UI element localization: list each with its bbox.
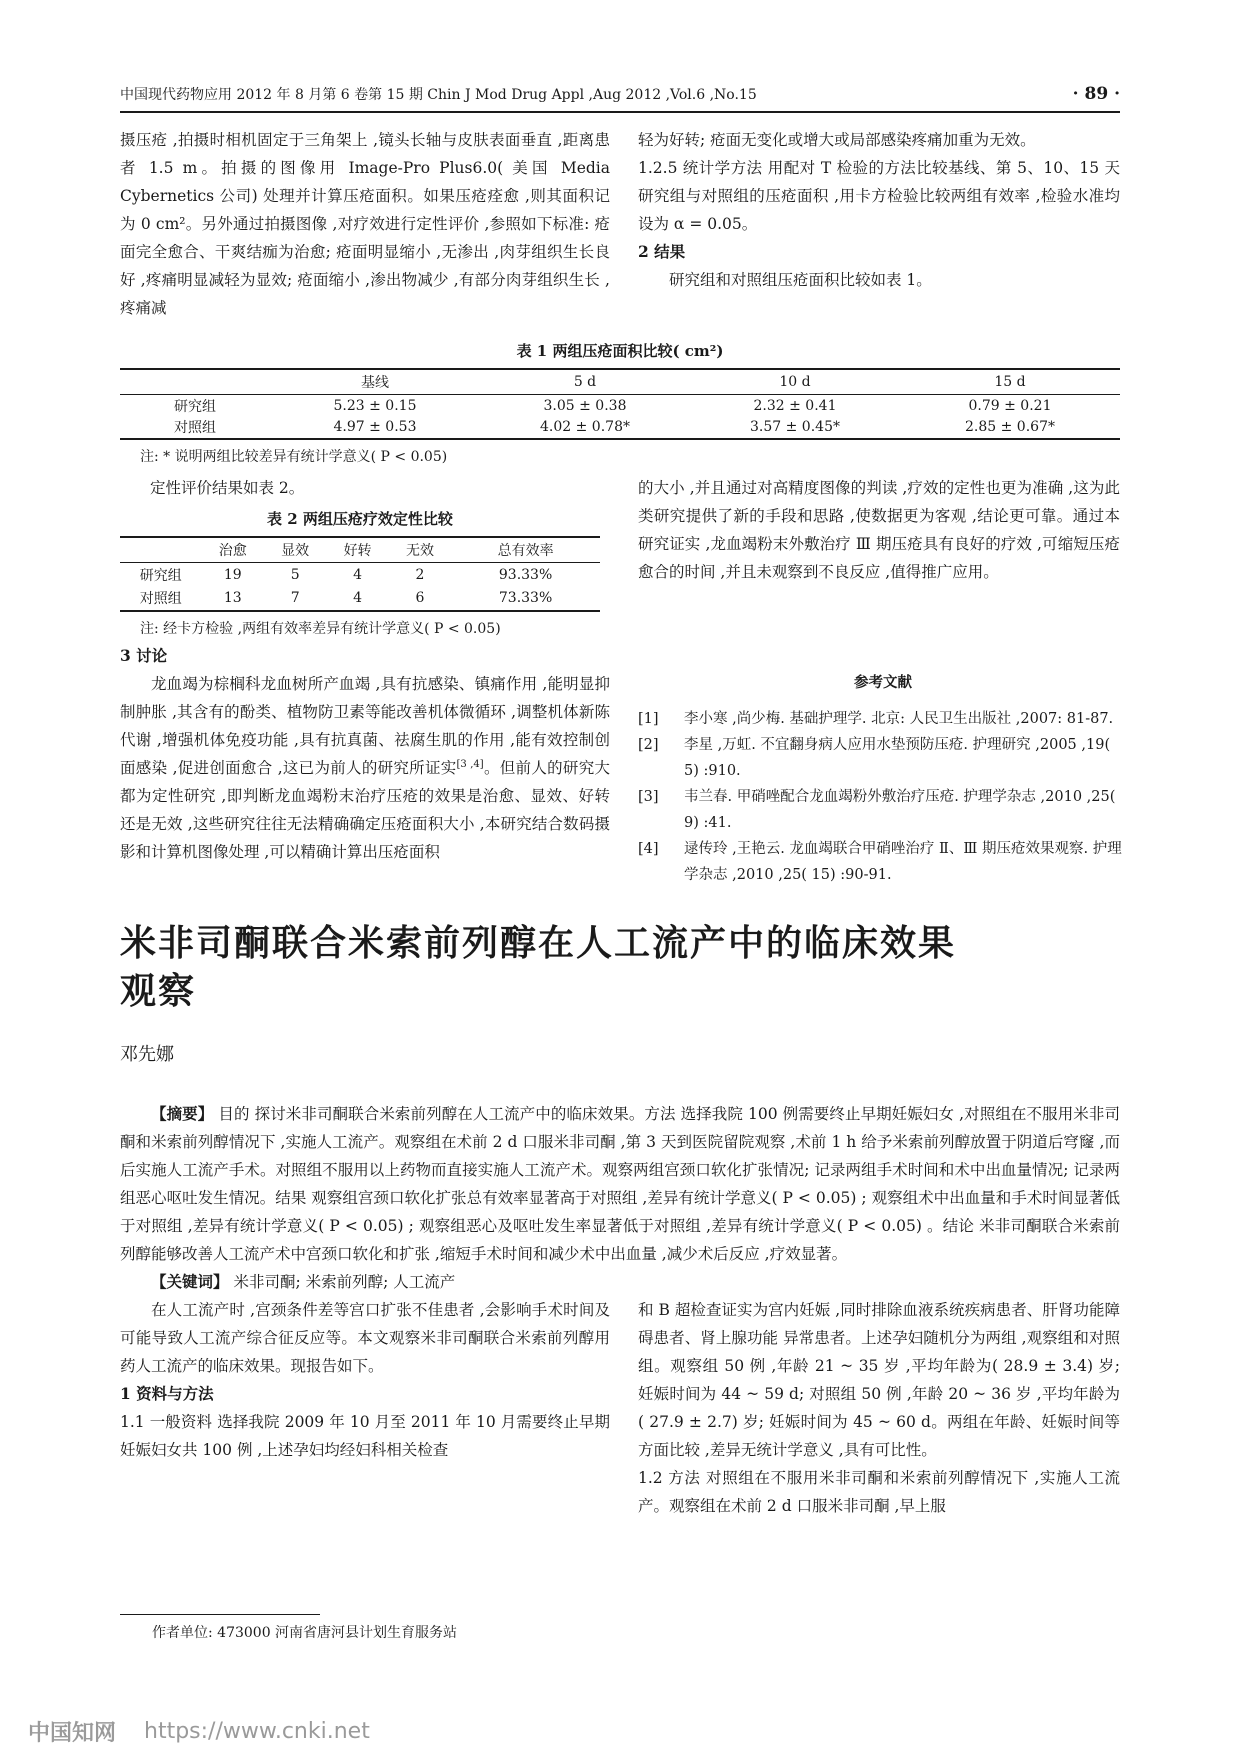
- table-header-row: [120, 537, 600, 563]
- body-paragraph: 在人工流产时 ,宫颈条件差等宫口扩张不佳患者 ,会影响手术时间及可能导致人工流产综合征反应等。本文观察米非司酮联合米索前列醇用药人工流产的临床效果。现报告如下。: [120, 1301, 610, 1375]
- table-cell: 5: [290, 566, 300, 583]
- reference-item: [638, 784, 1128, 836]
- section-heading-results: 2 结果: [638, 242, 686, 261]
- section-heading-discussion: 3 讨论: [120, 646, 168, 665]
- table-cell: 93.33%: [498, 566, 553, 583]
- table-cell: 研究组: [139, 567, 182, 584]
- reference-text: 韦兰春. 甲硝唑配合龙血竭粉外敷治疗压疮. 护理学杂志 ,2010 ,25( 9) :41.: [684, 789, 1116, 831]
- table2-note: 注: 经卡方检验 ,两组有效率差异有统计学意义( P < 0.05): [140, 621, 501, 637]
- upper-left-column: [120, 126, 610, 322]
- mid-right-column: [638, 474, 1120, 586]
- article-title: 米非司酮联合米索前列醇在人工流产中的临床效果观察: [120, 923, 957, 1012]
- table-row: [120, 587, 600, 611]
- table-cell: 3.05 ± 0.38: [543, 397, 627, 414]
- table-cell: 4: [326, 587, 388, 611]
- cnki-logo: 中国知网: [28, 1721, 117, 1746]
- reference-number: [4]: [638, 841, 659, 857]
- table-header-cell: 无效: [389, 537, 451, 563]
- table-row: [120, 417, 1120, 439]
- reference-text: 逯传玲 ,王艳云. 龙血竭联合甲硝唑治疗 Ⅱ、Ⅲ 期压疮效果观察. 护理学杂志 ,2010 ,25( 15) :90-91.: [684, 841, 1122, 883]
- reference-item: [638, 706, 1128, 732]
- table2-caption: 表 2 两组压疮疗效定性比较: [267, 510, 453, 528]
- table-header-row: [120, 369, 1120, 395]
- section-heading-methods: 1 资料与方法: [120, 1384, 214, 1403]
- body-paragraph: 1.1 一般资料 选择我院 2009 年 10 月至 2011 年 10 月需要终止早期妊娠妇女共 100 例 ,上述孕妇均经妇科相关检查: [120, 1413, 610, 1459]
- table-header-cell: 总有效率: [451, 537, 600, 563]
- discussion-column: [120, 642, 610, 866]
- table-row: [120, 563, 600, 587]
- header-rule: [120, 111, 1120, 113]
- table-cell: 2: [415, 566, 425, 583]
- reference-item: [638, 732, 1128, 784]
- upper-right-column: [638, 126, 1120, 294]
- author-affiliation-footnote: 作者单位: 473000 河南省唐河县计划生育服务站: [152, 1625, 458, 1641]
- references: [638, 670, 1128, 888]
- reference-item: [638, 836, 1128, 888]
- table1: [120, 368, 1120, 440]
- table-cell: 19: [223, 566, 242, 583]
- table1-note: 注: * 说明两组比较差异有统计学意义( P < 0.05): [140, 449, 448, 465]
- body-paragraph: 的大小 ,并且通过对高精度图像的判读 ,疗效的定性也更为准确 ,这为此类研究提供了新的手段和思路 ,使数据更为客观 ,结论更可靠。通过本研究证实 ,龙血竭粉末外敷治疗 Ⅲ 期压疮具有良好的疗效 ,可缩短压疮愈合的时间 ,并且未观察到不良反应 ,值得推广应用。: [638, 479, 1120, 581]
- table-cell: 4.97 ± 0.53: [270, 417, 480, 439]
- table2-intro: 定性评价结果如表 2。: [150, 479, 305, 497]
- body-paragraph: 1.2 方法 对照组在不服用米非司酮和米索前列醇情况下 ,实施人工流产。观察组在术前 2 d 口服米非司酮 ,早上服: [638, 1469, 1120, 1515]
- journal-citation: 中国现代药物应用 2012 年 8 月第 6 卷第 15 期 Chin J Mod Drug Appl ,Aug 2012 ,Vol.6 ,No.15: [120, 87, 757, 103]
- table-header-cell: 基线: [270, 369, 480, 395]
- table1-caption: 表 1 两组压疮面积比较( cm²): [516, 342, 724, 360]
- table-header-cell: 5 d: [480, 369, 690, 395]
- table-cell: 4.02 ± 0.78*: [480, 417, 690, 439]
- table-cell: 2.32 ± 0.41: [753, 397, 837, 414]
- table-row: [120, 395, 1120, 417]
- table-cell: 6: [389, 587, 451, 611]
- reference-text: 李星 ,万虹. 不宜翻身病人应用水垫预防压疮. 护理研究 ,2005 ,19( 5) :910.: [684, 737, 1111, 779]
- abstract-block: [120, 1100, 1120, 1296]
- table-header-cell: [120, 369, 270, 395]
- keywords-text: 米非司酮; 米索前列醇; 人工流产: [228, 1273, 456, 1291]
- table-cell: 对照组: [120, 587, 202, 611]
- reference-number: [1]: [638, 711, 659, 727]
- running-header: [120, 84, 1120, 104]
- table-header-cell: 好转: [326, 537, 388, 563]
- reference-text: 李小寒 ,尚少梅. 基础护理学. 北京: 人民卫生出版社 ,2007: 81-87.: [684, 711, 1114, 727]
- keywords-paragraph: [120, 1268, 1120, 1296]
- abstract-paragraph: [120, 1100, 1120, 1268]
- table-cell: 5.23 ± 0.15: [333, 397, 417, 414]
- reference-number: [2]: [638, 737, 659, 753]
- abstract-text: 目的 探讨米非司酮联合米索前列醇在人工流产中的临床效果。方法 选择我院 100 例需要终止早期妊娠妇女 ,对照组在不服用米非司酮和米索前列醇情况下 ,实施人工流产。观察组在术前 2 d 口服米非司酮 ,第 3 天到医院留院观察 ,术前 1 h 给予米索前列醇放置于阴道后穹窿 ,而后实施人工流产手术。对照组不服用以上药物而直接实施人工流产术。观察两组宫颈口软化扩张情况; 记录两组手术时间和术中出血量情况; 记录两组恶心呕吐发生情况。结果 观察组宫颈口软化扩张总有效率显著高于对照组 ,差异有统计学意义( P < 0.05) ; 观察组术中出血量和手术时间显著低于对照组 ,差异有统计学意义( P < 0.05) ; 观察组恶心及呕吐发生率显著低于对照组 ,差异有统计学意义( P < 0.05) 。结论 米非司酮联合米索前列醇能够改善人工流产术中宫颈口软化和扩张 ,缩短手术时间和减少术中出血量 ,减少术后反应 ,疗效显著。: [120, 1105, 1120, 1263]
- table-cell: 对照组: [120, 417, 270, 439]
- article2-left-column: [120, 1296, 610, 1464]
- abstract-label: 【摘要】: [151, 1104, 214, 1123]
- body-paragraph: 轻为好转; 疮面无变化或增大或局部感染疼痛加重为无效。: [638, 131, 1036, 149]
- section-methods-stats: 1.2.5 统计学方法 用配对 T 检验的方法比较基线、第 5、10、15 天研究组与对照组的压疮面积 ,用卡方检验比较两组有效率 ,检验水准均设为 α = 0.05。: [638, 159, 1120, 233]
- footnote-rule: [120, 1614, 320, 1615]
- discussion-paragraph: 龙血竭为棕榈科龙血树所产血竭 ,具有抗感染、镇痛作用 ,能明显抑制肿胀 ,其含有的酚类、植物防卫素等能改善机体微循环 ,调整机体新陈代谢 ,增强机体免疫功能 ,具有抗真菌、祛腐生肌的作用 ,能有效控制创面感染 ,促进创面愈合 ,这已为前人的研究所证实[3 ,4]。但前人的研究大都为定性研究 ,即判断龙血竭粉末治疗压疮的效果是治愈、显效、好转还是无效 ,这些研究往往无法精确确定压疮面积大小 ,本研究结合数码摄影和计算机图像处理 ,可以精确计算出压疮面积: [120, 675, 610, 861]
- table-cell: 0.79 ± 0.21: [968, 397, 1052, 414]
- table-header-cell: [120, 537, 202, 563]
- table2: [120, 536, 600, 612]
- article2-right-column: [638, 1296, 1120, 1520]
- article-author: 邓先娜: [120, 1044, 174, 1065]
- body-paragraph: 和 B 超检查证实为宫内妊娠 ,同时排除血液系统疾病患者、肝肾功能障碍患者、肾上腺功能 异常患者。上述孕妇随机分为两组 ,观察组和对照组。观察组 50 例 ,年龄 21 ~ 35 岁 ,平均年龄为( 28.9 ± 3.4) 岁; 妊娠时间为 44 ~ 59 d; 对照组 50 例 ,年龄 20 ~ 36 岁 ,平均年龄为( 27.9 ± 2.7) 岁; 妊娠时间为 45 ~ 60 d。两组在年龄、妊娠时间等方面比较 ,差异无统计学意义 ,具有可比性。: [638, 1301, 1120, 1459]
- table-header-cell: 显效: [264, 537, 326, 563]
- table-cell: 4: [353, 566, 363, 583]
- page-number: · 89 ·: [1072, 84, 1120, 104]
- table-cell: 73.33%: [451, 587, 600, 611]
- cnki-watermark: [28, 1716, 370, 1747]
- citation-marker: [3 ,4]: [456, 758, 484, 770]
- reference-number: [3]: [638, 789, 659, 805]
- table-header-cell: 治愈: [202, 537, 264, 563]
- keywords-label: 【关键词】: [151, 1272, 229, 1291]
- body-paragraph: 摄压疮 ,拍摄时相机固定于三角架上 ,镜头长轴与皮肤表面垂直 ,距离患者 1.5 m。拍摄的图像用 Image-Pro Plus6.0( 美国 Media Cybernetics 公司) 处理并计算压疮面积。如果压疮痊愈 ,则其面积记为 0 cm²。另外通过拍摄图像 ,对疗效进行定性评价 ,参照如下标准: 疮面完全愈合、干爽结痂为治愈; 疮面明显缩小 ,无渗出 ,肉芽组织生长良好 ,疼痛明显减轻为显效; 疮面缩小 ,渗出物减少 ,有部分肉芽组织生长 ,疼痛减: [120, 131, 610, 317]
- table-cell: 7: [264, 587, 326, 611]
- body-paragraph: 研究组和对照组压疮面积比较如表 1。: [669, 271, 932, 289]
- table-cell: 13: [202, 587, 264, 611]
- references-title: 参考文献: [854, 674, 912, 691]
- table-header-cell: 15 d: [900, 369, 1120, 395]
- table-cell: 3.57 ± 0.45*: [690, 417, 900, 439]
- cnki-url: https://www.cnki.net: [144, 1719, 370, 1744]
- table-cell: 研究组: [174, 398, 216, 415]
- table-cell: 2.85 ± 0.67*: [900, 417, 1120, 439]
- table-header-cell: 10 d: [690, 369, 900, 395]
